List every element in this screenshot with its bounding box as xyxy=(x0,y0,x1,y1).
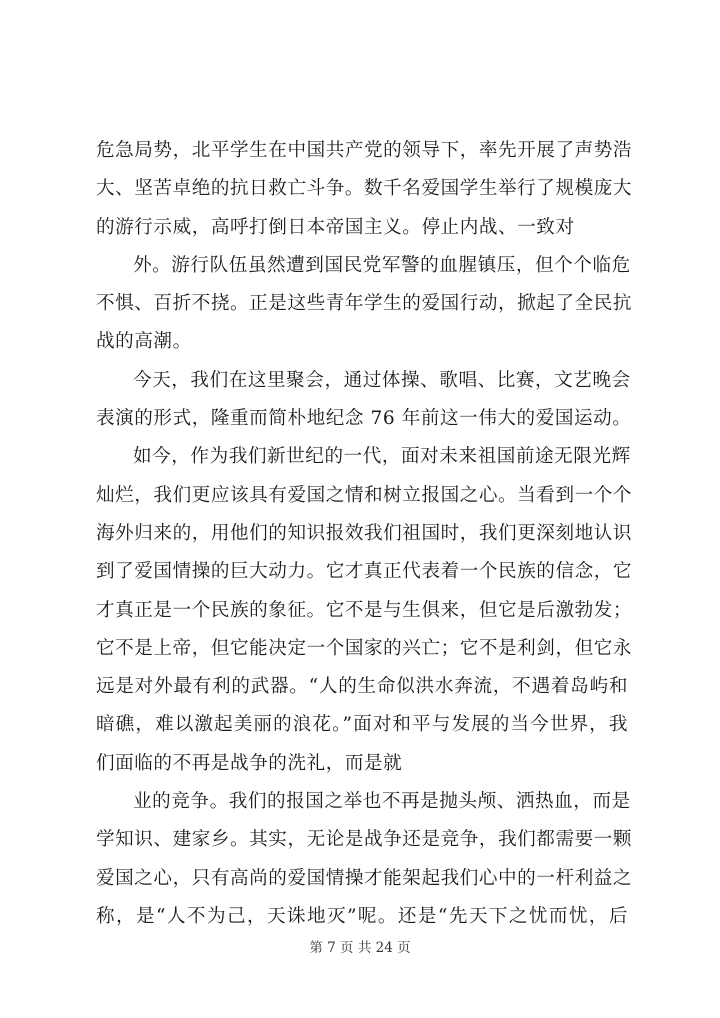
text-line: 灿烂，我们更应该具有爱国之情和树立报国之心。当看到一个个 xyxy=(96,484,633,506)
page-number-footer: 第 7 页 共 24 页 xyxy=(309,940,411,956)
text-line: 危急局势，北平学生在中国共产党的领导下，率先开展了声势浩 xyxy=(96,140,633,161)
text-line: 大、坚苦卓绝的抗日救亡斗争。数千名爱国学生举行了规模庞大 xyxy=(96,178,633,200)
text-line: 的游行示威，高呼打倒日本帝国主义。停止内战、一致对 xyxy=(96,216,575,238)
text-line: 它不是上帝，但它能决定一个国家的兴亡；它不是利剑，但它永 xyxy=(96,637,633,659)
text-line: 海外归来的，用他们的知识报效我们祖国时，我们更深刻地认识 xyxy=(96,522,633,544)
text-line: 表演的形式，隆重而简朴地纪念 76 年前这一伟大的爱国运动。 xyxy=(96,408,632,430)
text-line: 暗礁，难以激起美丽的浪花。”面对和平与发展的当今世界，我 xyxy=(96,714,628,736)
text-line: 到了爱国情操的巨大动力。它才真正代表着一个民族的信念，它 xyxy=(96,561,633,583)
text-line: 今天，我们在这里聚会，通过体操、歌唱、比赛，文艺晚会 xyxy=(133,369,631,391)
text-line: 爱国之心，只有高尚的爱国情操才能架起我们心中的一杆利益之 xyxy=(96,867,633,889)
text-line: 学知识、建家乡。其实，无论是战争还是竞争，我们都需要一颗 xyxy=(96,829,633,851)
text-line: 称，是“人不为己，天诛地灭”呢。还是“先天下之忧而忧，后 xyxy=(96,905,628,927)
text-line: 远是对外最有利的武器。“人的生命似洪水奔流，不遇着岛屿和 xyxy=(96,676,628,698)
text-line: 不惧、百折不挠。正是这些青年学生的爱国行动，掀起了全民抗 xyxy=(96,293,633,315)
text-line: 才真正是一个民族的象征。它不是与生俱来，但它是后激勃发； xyxy=(96,599,633,621)
text-line: 如今，作为我们新世纪的一代，面对未来祖国前途无限光辉 xyxy=(133,446,631,468)
text-line: 业的竞争。我们的报国之举也不再是抛头颅、洒热血，而是 xyxy=(133,791,631,813)
body-text xyxy=(96,132,633,936)
text-line: 外。游行队伍虽然遭到国民党军警的血腥镇压，但个个临危 xyxy=(133,254,631,276)
text-line: 战的高潮。 xyxy=(96,331,192,353)
text-line: 们面临的不再是战争的洗礼，而是就 xyxy=(96,752,403,774)
